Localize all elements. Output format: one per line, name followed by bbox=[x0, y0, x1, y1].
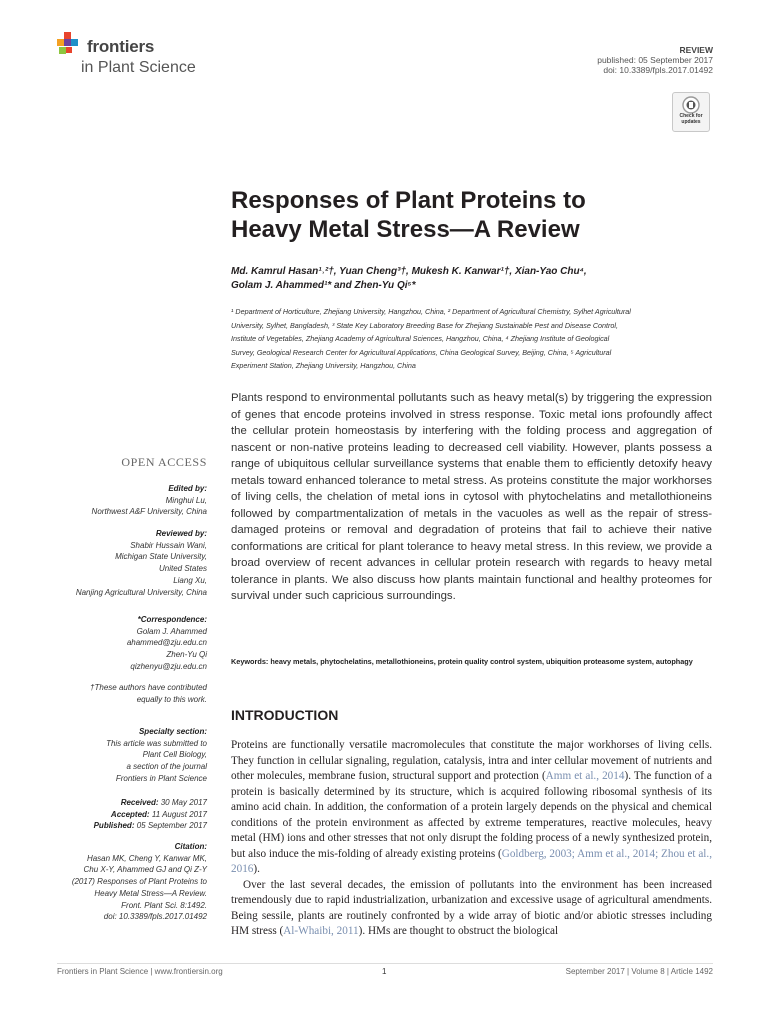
footer-journal-link[interactable]: Frontiers in Plant Science | www.frontiersin.org bbox=[57, 967, 223, 976]
check-for-updates-button[interactable] bbox=[672, 92, 710, 132]
citation-doi[interactable]: doi: 10.3389/fpls.2017.01492 bbox=[103, 912, 207, 922]
affiliation-line: Experiment Station, Zhejiang University, Hangzhou, China bbox=[231, 361, 416, 370]
published-line bbox=[94, 820, 207, 832]
edited-by-label: Edited by: bbox=[168, 484, 207, 493]
title-line-1: Responses of Plant Proteins to bbox=[231, 187, 586, 214]
received-line bbox=[94, 797, 207, 809]
specialty-line: This article was submitted to bbox=[106, 738, 207, 748]
reviewer-line: Nanjing Agricultural University, China bbox=[75, 587, 207, 597]
specialty-line: a section of the journal bbox=[126, 762, 207, 772]
reviewer-line: Shabir Hussain Wani, bbox=[130, 540, 207, 550]
citation-block bbox=[72, 841, 207, 923]
citation-line: Front. Plant Sci. 8:1492. bbox=[121, 900, 207, 910]
logo-wordmark: frontiers bbox=[87, 37, 155, 56]
correspondence-email[interactable]: qizhenyu@zju.edu.cn bbox=[130, 661, 207, 671]
check-badge-line1: Check for bbox=[679, 113, 703, 119]
reviewed-by-label: Reviewed by: bbox=[155, 529, 207, 538]
reviewer-line: Michigan State University, bbox=[115, 552, 207, 562]
title-line-2: Heavy Metal Stress—A Review bbox=[231, 216, 580, 243]
specialty-line: Frontiers in Plant Science bbox=[115, 773, 207, 783]
correspondence-email[interactable]: ahammed@zju.edu.cn bbox=[126, 638, 207, 648]
specialty-label: Specialty section: bbox=[138, 727, 207, 736]
check-badge-line2: updates bbox=[681, 118, 701, 125]
received-label: Received: bbox=[120, 798, 159, 807]
logo-journal-name: in Plant Science bbox=[81, 59, 196, 76]
published-date-sidebar: 05 September 2017 bbox=[136, 821, 207, 831]
citation-line: (2017) Responses of Plant Proteins to bbox=[71, 877, 207, 887]
article-meta bbox=[597, 45, 713, 75]
citation-line: Chu X-Y, Ahammed GJ and Qi Z-Y bbox=[83, 865, 207, 875]
editor-line: Northwest A&F University, China bbox=[91, 507, 207, 517]
reviewer-line: Liang Xu, bbox=[173, 575, 207, 585]
text-run: Proteins are functionally versatile macromolecules that constitute the major workhorses of living cells. They function in cellular signaling, regulation, catalysis, intra and inter cellular movement of nutrients and other molecules, membrane fusion, structural support and protection ( bbox=[231, 739, 712, 782]
paragraph bbox=[231, 878, 712, 940]
author-list bbox=[231, 265, 711, 293]
article-type: REVIEW bbox=[679, 45, 713, 55]
citation-label: Citation: bbox=[174, 842, 207, 851]
text-run: ). HMs are thought to obstruct the biological bbox=[358, 925, 559, 937]
specialty-section-block bbox=[106, 726, 207, 785]
reference-link[interactable]: Amm et al., 2014 bbox=[545, 770, 625, 782]
equal-contribution-note bbox=[90, 682, 207, 705]
introduction-body bbox=[231, 738, 712, 940]
correspondence-block bbox=[127, 614, 207, 673]
affiliation-line: ¹ Department of Horticulture, Zhejiang University, Hangzhou, China, ² Department of Agricultural Chemistry, Sylhet Agricultural bbox=[231, 307, 631, 316]
journal-logo[interactable] bbox=[55, 30, 225, 80]
page-number: 1 bbox=[382, 967, 387, 976]
paragraph bbox=[231, 738, 712, 878]
open-access-label: OPEN ACCESS bbox=[121, 455, 207, 469]
text-run: ). bbox=[253, 863, 260, 875]
section-heading-introduction: INTRODUCTION bbox=[231, 707, 339, 723]
received-date: 30 May 2017 bbox=[160, 798, 207, 807]
article-title bbox=[231, 186, 701, 244]
text-run: ). The function of a protein is basically determined by its structure, which is acquired following ribosomal synthesis of its amino acid chain. In addition, the conformation of a protein largely depends on the physical and chemical conditions of the protein environment as affected by extreme temperatures, reactive molecules, heavy metal (HM) ions and other stresses that not only disrupt the folding process of a newly synthesized protein, but also induce the mis-folding of already existing proteins ( bbox=[231, 770, 712, 860]
accepted-label: Accepted: bbox=[110, 809, 150, 819]
specialty-line: Plant Cell Biology, bbox=[142, 750, 207, 760]
authors-line-2[interactable]: Golam J. Ahammed¹* and Zhen-Yu Qi⁵* bbox=[231, 280, 416, 291]
published-label: Published: bbox=[93, 821, 135, 831]
reviewed-by-block bbox=[76, 528, 207, 598]
published-date: published: 05 September 2017 bbox=[597, 55, 713, 65]
footer-issue-info: September 2017 | Volume 8 | Article 1492 bbox=[565, 967, 713, 976]
authors-line-1[interactable]: Md. Kamrul Hasan¹˒²†, Yuan Cheng³†, Mukesh K. Kanwar¹†, Xian-Yao Chu⁴, bbox=[231, 266, 587, 277]
editor-line: Minghui Lu, bbox=[165, 495, 207, 505]
footer-divider bbox=[57, 963, 713, 964]
check-updates-icon bbox=[682, 96, 700, 114]
reference-link[interactable]: Al-Whaibi, 2011 bbox=[283, 925, 359, 937]
accepted-date: 11 August 2017 bbox=[151, 809, 207, 819]
accepted-line bbox=[94, 809, 207, 821]
affiliations bbox=[231, 305, 711, 373]
text-run: Over the last several decades, the emission of pollutants into the environment has been increased tremendously due to rapid industrialization, urbanization and excessive usage of agricultural amendments. Being sessile, plants are routinely confronted by a wide array of biotic and/or abiotic stresses including HM stress ( bbox=[231, 878, 712, 937]
keywords: Keywords: heavy metals, phytochelatins, metallothioneins, protein quality control system, ubiquition proteasome system, autophagy bbox=[231, 657, 693, 666]
affiliation-line: University, Sylhet, Bangladesh, ³ State Key Laboratory Breeding Base for Zhejiang Sustainable Pest and Disease Control, bbox=[231, 320, 619, 330]
correspondence-name: Zhen-Yu Qi bbox=[166, 650, 207, 660]
note-line: †These authors have contributed bbox=[90, 683, 207, 692]
edited-by-block bbox=[92, 483, 207, 518]
frontiers-logo-icon bbox=[55, 32, 83, 62]
citation-line: Hasan MK, Cheng Y, Kanwar MK, bbox=[86, 853, 207, 863]
correspondence-label: *Correspondence: bbox=[137, 615, 207, 624]
affiliation-line: Survey, Geological Research Center for Agricultural Applications, China Geological Survey, Beijing, China, ⁵ Agricultural bbox=[231, 347, 612, 357]
doi[interactable]: doi: 10.3389/fpls.2017.01492 bbox=[603, 65, 713, 75]
affiliation-line: Institute of Vegetables, Zhejiang Academy of Agricultural Sciences, Hangzhou, China, ⁴ Zhejiang Institute of Geological bbox=[231, 334, 610, 343]
reviewer-line: United States bbox=[158, 564, 207, 574]
correspondence-name: Golam J. Ahammed bbox=[136, 626, 207, 636]
reference-link[interactable]: Goldberg, 2003; Amm et al., 2014; Zhou et al., 2016 bbox=[231, 847, 712, 875]
dates-block bbox=[94, 797, 207, 832]
abstract: Plants respond to environmental pollutants such as heavy metal(s) by triggering the expression of genes that encode proteins involved in stress response. Toxic metal ions profoundly affect the cellular protein homeostasis by interfering with the folding process and aggregation of nascent or non-native proteins leading to decreased cell viability. However, plants possess a range of ubiquitous cellular surveillance systems that enable them to efficiently detoxify heavy metals toward enhanced tolerance to metal stress. As proteins constitute the major workhorses of living cells, the chelation of metal ions in cytosol with phytochelatins and metallothioneins followed by compartmentalization of metals in the vacuoles as well as the repair of stress-damaged proteins or removal and degradation of proteins that fail to achieve their native conformations are critical for plant tolerance to heavy metal stress. In this review, we provide a broad overview of recent advances in cellular protein research with regards to heavy metal tolerance in plants. We also discuss how plants maintain functional and healthy proteomes for survival under such capricious surroundings. bbox=[231, 392, 712, 602]
note-line: equally to this work. bbox=[136, 694, 207, 704]
citation-line: Heavy Metal Stress—A Review. bbox=[94, 888, 207, 898]
